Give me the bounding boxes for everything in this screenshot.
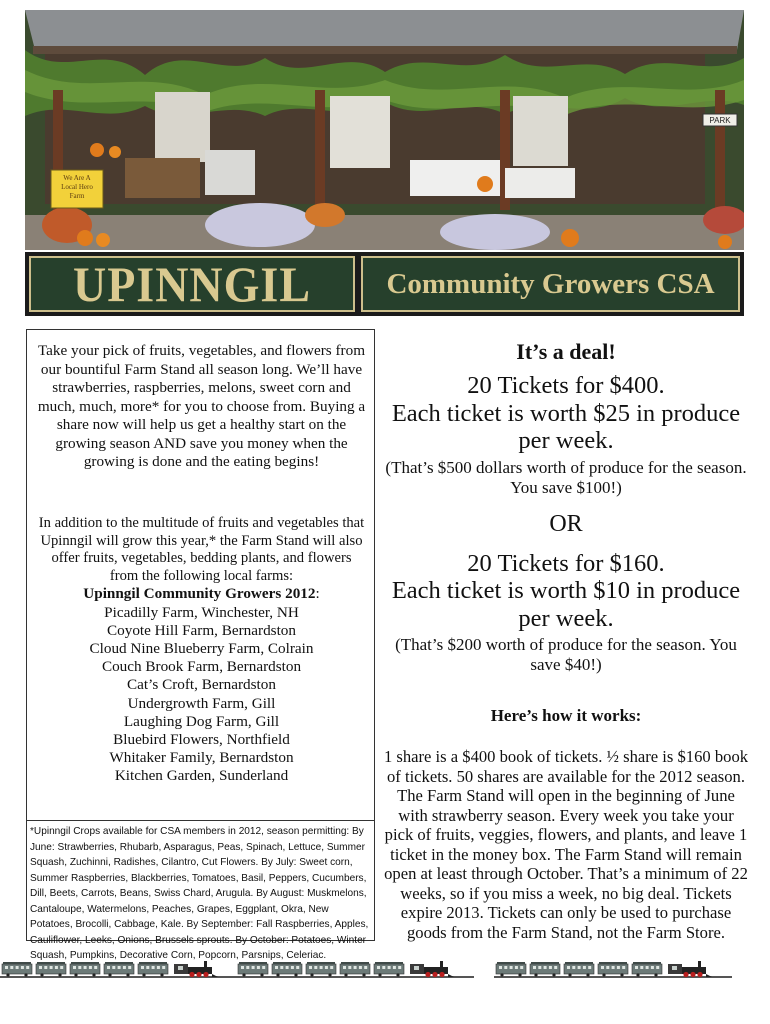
offer1-price: 20 Tickets for $400. bbox=[467, 372, 665, 399]
crops-footnote: *Upinngil Crops available for CSA members in 2012, season permitting: By June: Strawberries, Rhubarb, Asparagus, Peas, Spinach, Lettuce, Summer Squash, Zuchinni, Radishes, Cilantro, Cut Flowers. By July: Sweet corn, Summer Raspberries, Blackberries, Tomatoes, Basil, Peppers, Cucumbers, Dill, Beets, Carrots, Beans, Swiss Chard, Arugula. By August: Muskmelons, Cantaloupe, Watermelons, Peaches, Grapes, Eggplant, Okra, New Potatoes, Brocolli, Cabbage, Kale. By September: Fall Raspberries, Apples, Cauliflower, Leeks, Onions, Brussels sprouts. By October: Potatoes, Winter Squash, Pumpkins, Decorative Corn, Popcorn, Parsnips, Celeriac. bbox=[27, 820, 374, 940]
offer2-note: (That’s $200 worth of produce for the season. You save $40!) bbox=[395, 635, 737, 674]
svg-text:Local Hero: Local Hero bbox=[61, 183, 93, 191]
farm-stand-photo bbox=[25, 10, 744, 250]
train-icon bbox=[0, 961, 238, 978]
or-divider: OR bbox=[549, 510, 583, 537]
title-bar bbox=[25, 252, 744, 316]
tagline: Community Growers CSA bbox=[386, 267, 715, 300]
farm-item: Whitaker Family, Bernardston bbox=[109, 749, 294, 767]
how-it-works-body: 1 share is a $400 book of tickets. ½ share is $160 book of tickets. 50 shares are available for the 2012 season. The Farm Stand will open in the beginning of June with strawberry season. Every week you take your pick of fruits, veggies, flowers, and plants, and leave 1 ticket in the money box. The Farm Stand will remain open at least through October. That’s a minimum of 22 weeks, so if you miss a week, no big deal. Tickets expire 2013. Tickets can only be used to purchase goods from the Farm Stand, not the Farm Store. bbox=[383, 747, 749, 942]
farm-item: Coyote Hill Farm, Bernardston bbox=[107, 621, 296, 639]
offer2-value: Each ticket is worth $10 in produce per week. bbox=[391, 577, 741, 632]
how-it-works-heading: Here’s how it works: bbox=[490, 706, 642, 725]
farm-item: Undergrowth Farm, Gill bbox=[127, 694, 276, 712]
train-icon bbox=[494, 961, 732, 978]
growers-title: Upinngil Community Growers 2012 bbox=[83, 585, 316, 602]
logo: UPINNGIL bbox=[72, 256, 312, 312]
growers-section bbox=[37, 515, 366, 786]
farm-item: Kitchen Garden, Sunderland bbox=[114, 767, 289, 785]
growers-colon: : bbox=[315, 585, 320, 602]
farm-item: Cloud Nine Blueberry Farm, Colrain bbox=[89, 639, 314, 657]
local-hero-sign bbox=[51, 170, 103, 208]
farm-item: Laughing Dog Farm, Gill bbox=[123, 712, 280, 730]
offer1-note: (That’s $500 dollars worth of produce for the season. You save $100!) bbox=[385, 457, 747, 497]
intro-paragraph: Take your pick of fruits, vegetables, and flowers from our bountiful Farm Stand all season long. We’ll have strawberries, raspberries, melons, sweet corn and much, much, more* for you to choose from. Buying a share now will help us get a healthy start on the growing season AND save you money when the growing is done and the eating begins! bbox=[37, 342, 366, 470]
addition-paragraph: In addition to the multitude of fruits and vegetables that Upinngil will grow this year,* the Farm Stand will also offer fruits, vegetables, bedding plants, and flowers from the following local farms: bbox=[38, 515, 365, 584]
svg-text:We Are A: We Are A bbox=[63, 174, 91, 182]
farm-item: Bluebird Flowers, Northfield bbox=[113, 730, 290, 748]
svg-text:PARK: PARK bbox=[709, 116, 731, 125]
farm-item: Picadilly Farm, Winchester, NH bbox=[104, 603, 299, 621]
train-border bbox=[0, 956, 770, 980]
tagline-box bbox=[361, 256, 740, 312]
svg-text:Farm: Farm bbox=[69, 192, 85, 200]
left-column bbox=[26, 329, 375, 961]
farm-item: Couch Brook Farm, Bernardston bbox=[101, 658, 302, 676]
park-sign bbox=[703, 114, 737, 126]
logo-box bbox=[29, 256, 355, 312]
right-column bbox=[382, 338, 750, 942]
offer1-value: Each ticket is worth $25 in produce per week. bbox=[391, 399, 741, 454]
train-icon bbox=[236, 961, 474, 978]
offer2-price: 20 Tickets for $160. bbox=[467, 549, 665, 577]
growers-heading bbox=[37, 585, 366, 604]
deal-heading: It’s a deal! bbox=[516, 339, 616, 364]
farm-list bbox=[37, 604, 366, 786]
farm-item: Cat’s Croft, Bernardston bbox=[127, 676, 276, 694]
